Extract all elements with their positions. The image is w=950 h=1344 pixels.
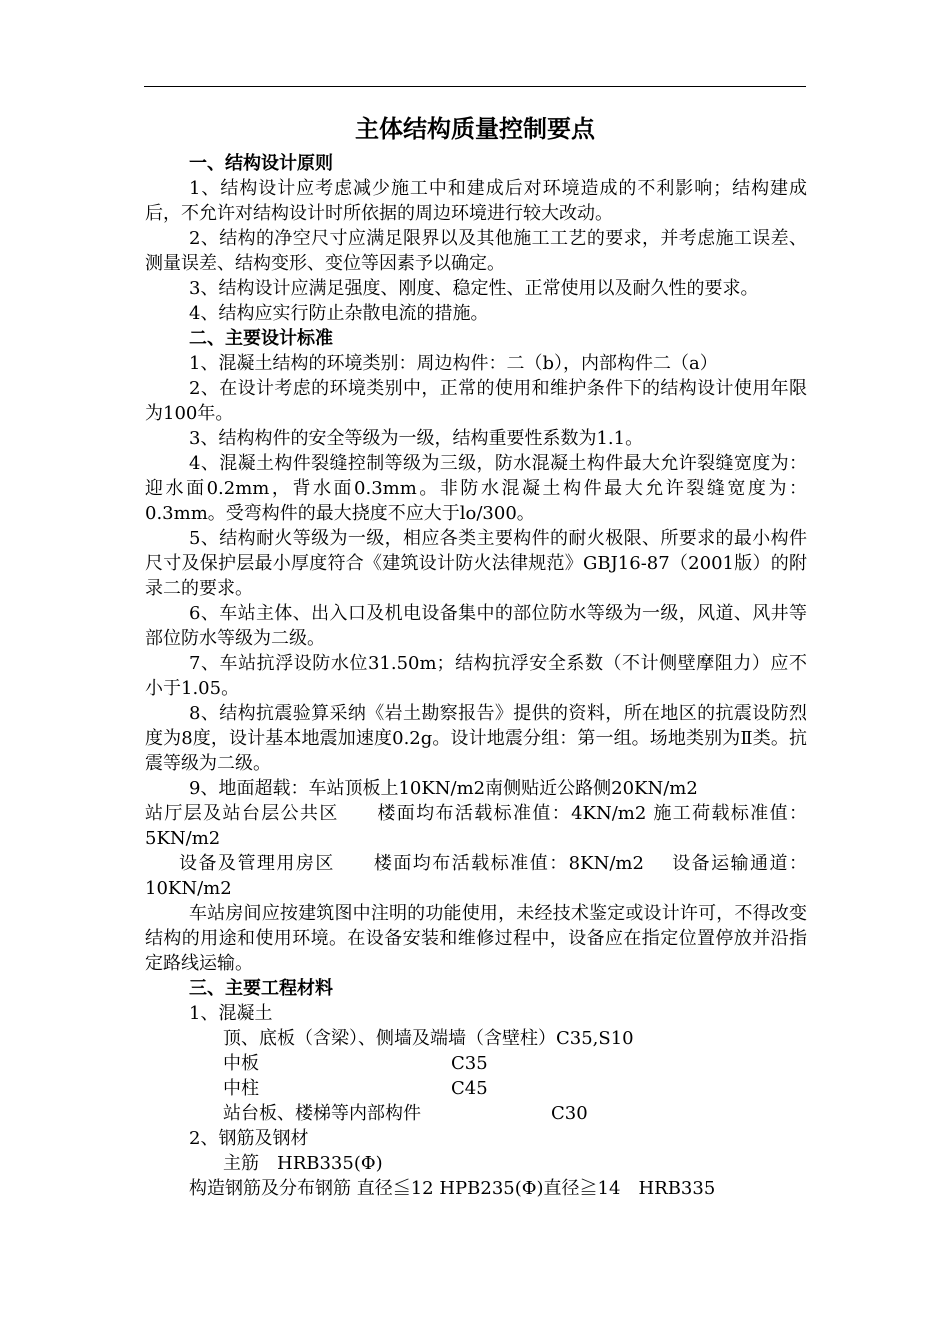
list-item — [145, 1051, 807, 1076]
item-label: 站台板、楼梯等内部构件 — [223, 1103, 421, 1124]
list-item — [145, 1101, 807, 1126]
item-label: 中柱 — [223, 1078, 259, 1099]
item-value: C35 — [451, 1053, 488, 1074]
paragraph: 9、地面超载：车站顶板上10KN/m2南侧贴近公路侧20KN/m2 — [189, 778, 698, 799]
paragraph: 1、混凝土结构的环境类别：周边构件：二（b），内部构件二（a） — [189, 353, 718, 374]
document-body — [145, 151, 807, 1201]
page-title: 主体结构质量控制要点 — [355, 115, 595, 143]
paragraph: 3、结构设计应满足强度、刚度、稳定性、正常使用以及耐久性的要求。 — [189, 278, 759, 299]
paragraph: 车站房间应按建筑图中注明的功能使用，未经技术鉴定或设计许可，不得改变结构的用途和使用环境。在设备安装和维修过程中，设备应在指定位置停放并沿指定路线运输。 — [145, 903, 807, 974]
section-heading-3: 三、主要工程材料 — [189, 978, 333, 999]
list-item: 主筋 HRB335(Φ) — [223, 1153, 383, 1174]
section-heading-2: 二、主要设计标准 — [189, 328, 333, 349]
paragraph: 4、结构应实行防止杂散电流的措施。 — [189, 303, 489, 324]
paragraph: 3、结构构件的安全等级为一级，结构重要性系数为1.1。 — [189, 428, 644, 449]
item-value: C30 — [551, 1103, 588, 1124]
item-value: C45 — [451, 1078, 488, 1099]
paragraph: 5、结构耐火等级为一级，相应各类主要构件的耐火极限、所要求的最小构件尺寸及保护层最小厚度符合《建筑设计防火法律规范》GBJ16-87（2001版）的附录二的要求。 — [145, 528, 807, 599]
list-item: 构造钢筋及分布钢筋 直径≦12 HPB235(Φ)直径≧14 HRB335 — [189, 1178, 716, 1199]
paragraph: 2、结构的净空尺寸应满足限界以及其他施工工艺的要求，并考虑施工误差、测量误差、结构变形、变位等因素予以确定。 — [145, 228, 807, 274]
paragraph: 2、在设计考虑的环境类别中，正常的使用和维护条件下的结构设计使用年限为100年。 — [145, 378, 807, 424]
paragraph: 8、结构抗震验算采纳《岩土勘察报告》提供的资料，所在地区的抗震设防烈度为8度，设计基本地震加速度0.2g。设计地震分组：第一组。场地类别为Ⅱ类。抗震等级为二级。 — [145, 703, 807, 774]
list-item — [145, 1076, 807, 1101]
paragraph: 站厅层及站台层公共区 楼面均布活载标准值：4KN/m2 施工荷载标准值：5KN/m2 — [145, 803, 807, 849]
paragraph: 4、混凝土构件裂缝控制等级为三级，防水混凝土构件最大允许裂缝宽度为：迎水面0.2mm，背水面0.3mm。非防水混凝土构件最大允许裂缝宽度为：0.3mm。受弯构件的最大挠度不应大于lo/300。 — [145, 453, 807, 524]
list-item: 顶、底板（含梁）、侧墙及端墙（含壁柱）C35,S10 — [223, 1028, 634, 1049]
list-item: 1、混凝土 — [189, 1003, 273, 1024]
paragraph: 设备及管理用房区 楼面均布活载标准值：8KN/m2 设备运输通道：10KN/m2 — [145, 853, 807, 899]
paragraph: 7、车站抗浮设防水位31.50m；结构抗浮安全系数（不计侧壁摩阻力）应不小于1.05。 — [145, 653, 807, 699]
item-label: 中板 — [223, 1053, 259, 1074]
header-rule — [144, 86, 806, 87]
list-item: 2、钢筋及钢材 — [189, 1128, 309, 1149]
paragraph: 1、结构设计应考虑减少施工中和建成后对环境造成的不利影响；结构建成后，不允许对结构设计时所依据的周边环境进行较大改动。 — [145, 178, 807, 224]
paragraph: 6、车站主体、出入口及机电设备集中的部位防水等级为一级，风道、风井等部位防水等级为二级。 — [145, 603, 807, 649]
section-heading-1: 一、结构设计原则 — [189, 153, 333, 174]
